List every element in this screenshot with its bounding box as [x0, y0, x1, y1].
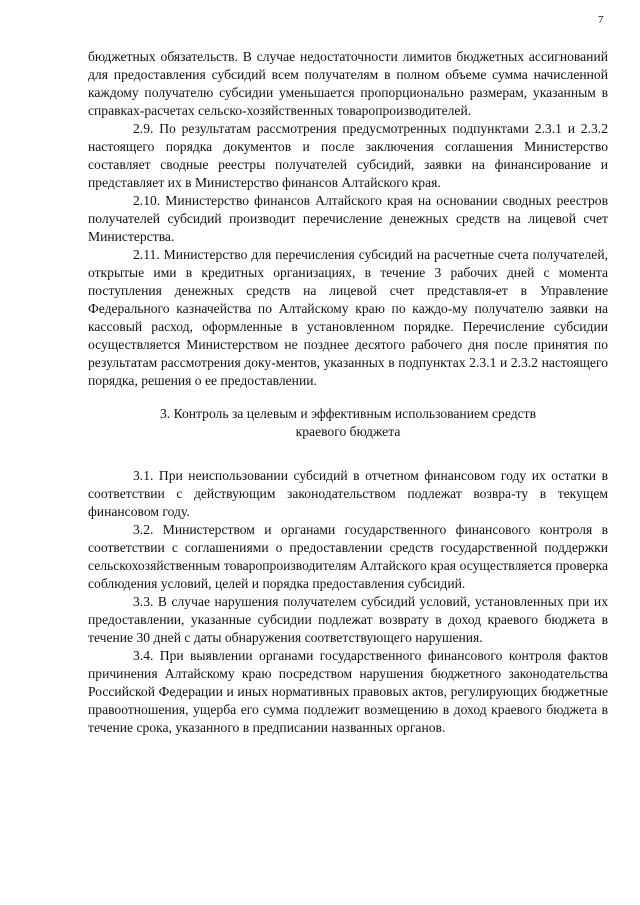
section-heading — [88, 405, 608, 441]
paragraph-3-2: 3.2. Министерством и органами государственного финансового контроля в соответствии с соглашениями о предоставлении средств государственной поддержки сельскохозяйственным товаропроизводителям Алтайского края осуществляется проверка соблюдения условий, целей и порядка предоставления субсидий. — [88, 522, 608, 591]
paragraph-2-9: 2.9. По результатам рассмотрения предусмотренных подпунктами 2.3.1 и 2.3.2 настоящего порядка документов и после заключения соглашения Министерство составляет сводные реестры получателей субсидий, заявки на финансирование и представляет их в Министерство финансов Алтайского края. — [88, 121, 608, 190]
paragraph-2-10: 2.10. Министерство финансов Алтайского края на основании сводных реестров получателей субсидий производит перечисление денежных средств на лицевой счет Министерства. — [88, 193, 608, 244]
paragraph-2-11: 2.11. Министерство для перечисления субсидий на расчетные счета получателей, открытые ими в кредитных организациях, в течение 3 рабочих дней с момента поступления денежных средств на лицевой счет представля-ет в Управление Федерального казначейства по Алтайскому краю по каждо-му получателю заявки на кассовый расход, оформленные в установленном порядке. Перечисление субсидии осуществляется Министерством не позднее десятого рабочего дня после принятия по результатам рассмотрения доку-ментов, указанных в подпунктах 2.3.1 и 2.3.2 настоящего порядка, решения о ее предоставлении. — [88, 247, 608, 388]
section-heading-line-1: 3. Контроль за целевым и эффективным использованием средств — [159, 406, 537, 421]
paragraph-3-4: 3.4. При выявлении органами государственного финансового контроля фактов причинения Алтайскому краю посредством нарушения бюджетного законодательства Российской Федерации и иных нормативных правовых актов, регулирующих бюджетные правоотношения, ущерба его сумма подлежит возмещению в доход краевого бюджета в течение срока, указанного в предписании названных органов. — [88, 648, 608, 735]
paragraph-continuation: бюджетных обязательств. В случае недостаточности лимитов бюджетных ассигнований для предоставления субсидий всем получателям в полном объеме сумма начисленной каждому получателю субсидии уменьшается пропорционально размерам, указанным в справках-расчетах сельско-хозяйственных товаропроизводителей. — [88, 49, 608, 118]
paragraph-3-1: 3.1. При неиспользовании субсидий в отчетном финансовом году их остатки в соответствии с действующим законодательством подлежат возвра-ту в текущем финансовом году. — [88, 468, 608, 519]
section-heading-line-2: краевого бюджета — [295, 424, 401, 439]
page-number: 7 — [598, 14, 604, 26]
paragraph-3-3: 3.3. В случае нарушения получателем субсидий условий, установленных при их предоставлении, указанные субсидии подлежат возврату в доход краевого бюджета в течение 30 дней с даты обнаружения соответствующего нарушения. — [88, 594, 608, 645]
document-body — [88, 48, 608, 737]
